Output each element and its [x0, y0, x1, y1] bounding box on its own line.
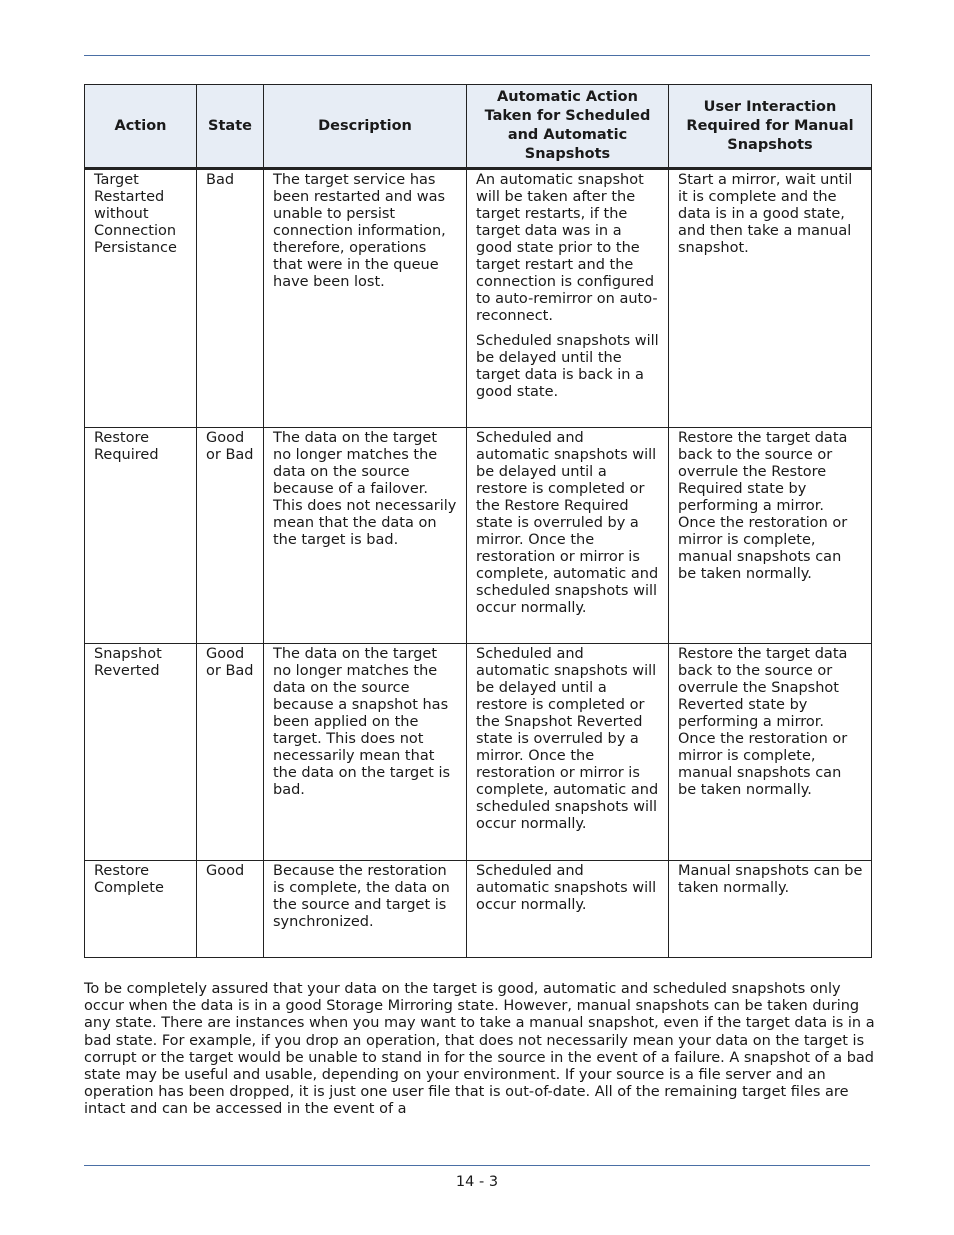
cell-description: The data on the target no longer matches the data on the source because of a failover. This does not necessarily mean that the data on the target is bad.: [264, 428, 467, 644]
cell-description: The data on the target no longer matches the data on the source because a snapshot has been applied on the target. This does not necessarily mean that the data on the target is bad.: [264, 644, 467, 861]
cell-state: Good or Bad: [197, 428, 264, 644]
column-header-automatic-action: Automatic Action Taken for Scheduled and Automatic Snapshots: [467, 85, 669, 169]
cell-state: Good or Bad: [197, 644, 264, 861]
cell-manual-interaction: Restore the target data back to the source or overrule the Snapshot Reverted state by performing a mirror. Once the restoration or mirror is complete, manual snapshots can be taken normally.: [669, 644, 872, 861]
automatic-action-text-2: Scheduled snapshots will be delayed until the target data is back in a good state.: [476, 333, 659, 400]
cell-manual-interaction: Start a mirror, wait until it is complete and the data is in a good state, and then take a manual snapshot.: [669, 169, 872, 428]
cell-automatic-action: Scheduled and automatic snapshots will be delayed until a restore is completed or the Restore Required state is overruled by a mirror. Once the restoration or mirror is complete, automatic and scheduled snapshots will occur normally.: [467, 428, 669, 644]
column-header-manual-interaction: User Interaction Required for Manual Snapshots: [669, 85, 872, 169]
cell-manual-interaction: Manual snapshots can be taken normally.: [669, 861, 872, 958]
table-header-row: [85, 85, 872, 169]
column-header-action: Action: [85, 85, 197, 169]
cell-manual-interaction: Restore the target data back to the source or overrule the Restore Required state by performing a mirror. Once the restoration or mirror is complete, manual snapshots can be taken normally.: [669, 428, 872, 644]
cell-description: Because the restoration is complete, the data on the source and target is synchronized.: [264, 861, 467, 958]
cell-state: Good: [197, 861, 264, 958]
table-row: [85, 644, 872, 861]
table-row: [85, 428, 872, 644]
cell-action: Snapshot Reverted: [85, 644, 197, 861]
cell-action: Restore Complete: [85, 861, 197, 958]
cell-automatic-action: Scheduled and automatic snapshots will occur normally.: [467, 861, 669, 958]
automatic-action-text: An automatic snapshot will be taken after the target restarts, if the target data was in a good state prior to the target restart and the connection is configured to auto-remirror on auto-reconnect.: [476, 172, 658, 324]
cell-automatic-action: Scheduled and automatic snapshots will be delayed until a restore is completed or the Snapshot Reverted state is overruled by a mirror. Once the restoration or mirror is complete, automatic and scheduled snapshots will occur normally.: [467, 644, 669, 861]
column-header-description: Description: [264, 85, 467, 169]
cell-state: Bad: [197, 169, 264, 428]
cell-action: Target Restarted without Connection Persistance: [85, 169, 197, 428]
table-row: [85, 169, 872, 428]
header-rule: [84, 55, 870, 56]
cell-automatic-action: [467, 169, 669, 428]
footer-rule: [84, 1165, 870, 1166]
body-paragraph: To be completely assured that your data on the target is good, automatic and scheduled snapshots only occur when the data is in a good Storage Mirroring state. However, manual snapshots can be taken during any state. There are instances when you may want to take a manual snapshot, even if the target data is in a bad state. For example, if you drop an operation, that does not necessarily mean your data on the target is corrupt or the target would be unable to stand in for the source in the event of a failure. A snapshot of a bad state may be useful and usable, depending on your environment. If your source is a file server and an operation has been dropped, it is just one user file that is out-of-date. All of the remaining target files are intact and can be accessed in the event of a: [84, 981, 875, 1118]
page-number: 14 - 3: [455, 1174, 499, 1190]
table-row: [85, 861, 872, 958]
cell-description: The target service has been restarted and was unable to persist connection information, therefore, operations that were in the queue have been lost.: [264, 169, 467, 428]
column-header-state: State: [197, 85, 264, 169]
cell-action: Restore Required: [85, 428, 197, 644]
snapshot-states-table: [84, 84, 872, 958]
